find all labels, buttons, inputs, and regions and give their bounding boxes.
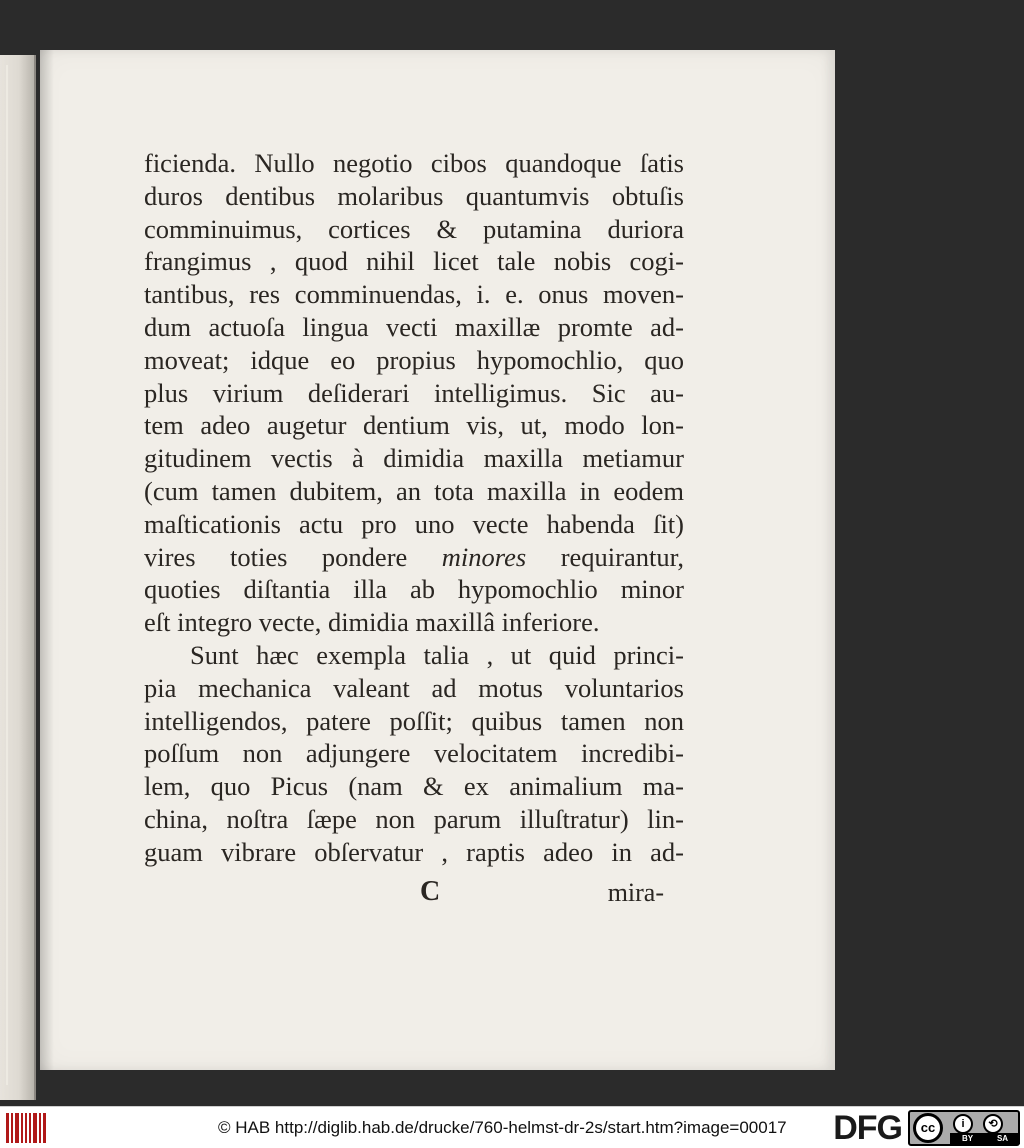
text-segment: requirantur, [560,541,685,572]
attribution-icon: i [953,1114,973,1134]
text-line: tem adeo augetur dentium vis, ut, modo lon- [144,410,684,441]
gutter-shadow [40,50,54,1070]
copyright-link[interactable]: © HAB http://diglib.hab.de/drucke/760-helmst-dr-2s/start.htm?image=00017 [218,1117,787,1137]
text-line: gitudinem vectis à dimidia maxilla metiamur [144,443,684,474]
footer-bar [0,1106,1024,1148]
text-line-mixed [144,541,684,574]
text-line: quoties diſtantia illa ab hypomochlio minor [144,574,684,605]
text-line: ficienda. Nullo negotio cibos quandoque ſatis [144,148,684,178]
page-footer-row [144,876,684,916]
share-alike-icon: ⟲ [983,1114,1003,1134]
text-line: maſticationis actu pro uno vecte habenda ſit) [144,508,684,539]
text-line: intelligendos, patere poſſit; quibus tamen non [144,705,684,736]
previous-page-edge [0,55,36,1100]
text-line: plus virium deſiderari intelligimus. Sic au- [144,377,684,408]
italic-word: minores [441,541,527,572]
cc-license-badge[interactable] [908,1110,1020,1146]
catchword: mira- [607,878,664,907]
text-line: (cum tamen dubitem, an tota maxilla in eodem [144,475,684,506]
signature-mark: C [420,876,441,907]
cc-icon: cc [913,1113,943,1143]
dfg-logo[interactable]: DFG [833,1108,902,1147]
hab-barcode-logo-icon[interactable] [6,1113,46,1143]
text-line: eſt integro vecte, dimidia maxillâ inferiore. [144,607,600,638]
text-line: dum actuoſa lingua vecti maxillæ promte ad- [144,311,684,342]
text-line: lem, quo Picus (nam & ex animalium ma- [144,771,684,802]
text-line: Sunt hæc exempla talia , ut quid princi- [190,639,684,670]
text-line: china, noſtra ſæpe non parum illuſtratur) lin- [144,803,684,834]
text-line: poſſum non adjungere velocitatem incredibi- [144,738,684,769]
text-line: frangimus , quod nihil licet tale nobis cogi- [144,246,684,277]
cc-license-labels: BY SA [950,1133,1020,1144]
text-line: guam vibrare obſervatur , raptis adeo in ad- [144,836,684,867]
text-segment: vires toties pondere [144,541,408,572]
text-line: comminuimus, cortices & putamina duriora [144,213,684,244]
text-line: pia mechanica valeant ad motus voluntarios [144,672,684,703]
text-line: moveat; idque eo propius hypomochlio, quo [144,344,684,375]
book-page [40,50,835,1070]
text-line: tantibus, res comminuendas, i. e. onus moven- [144,279,684,310]
page-text [144,147,684,869]
text-line: duros dentibus molaribus quantumvis obtuſis [144,180,684,211]
